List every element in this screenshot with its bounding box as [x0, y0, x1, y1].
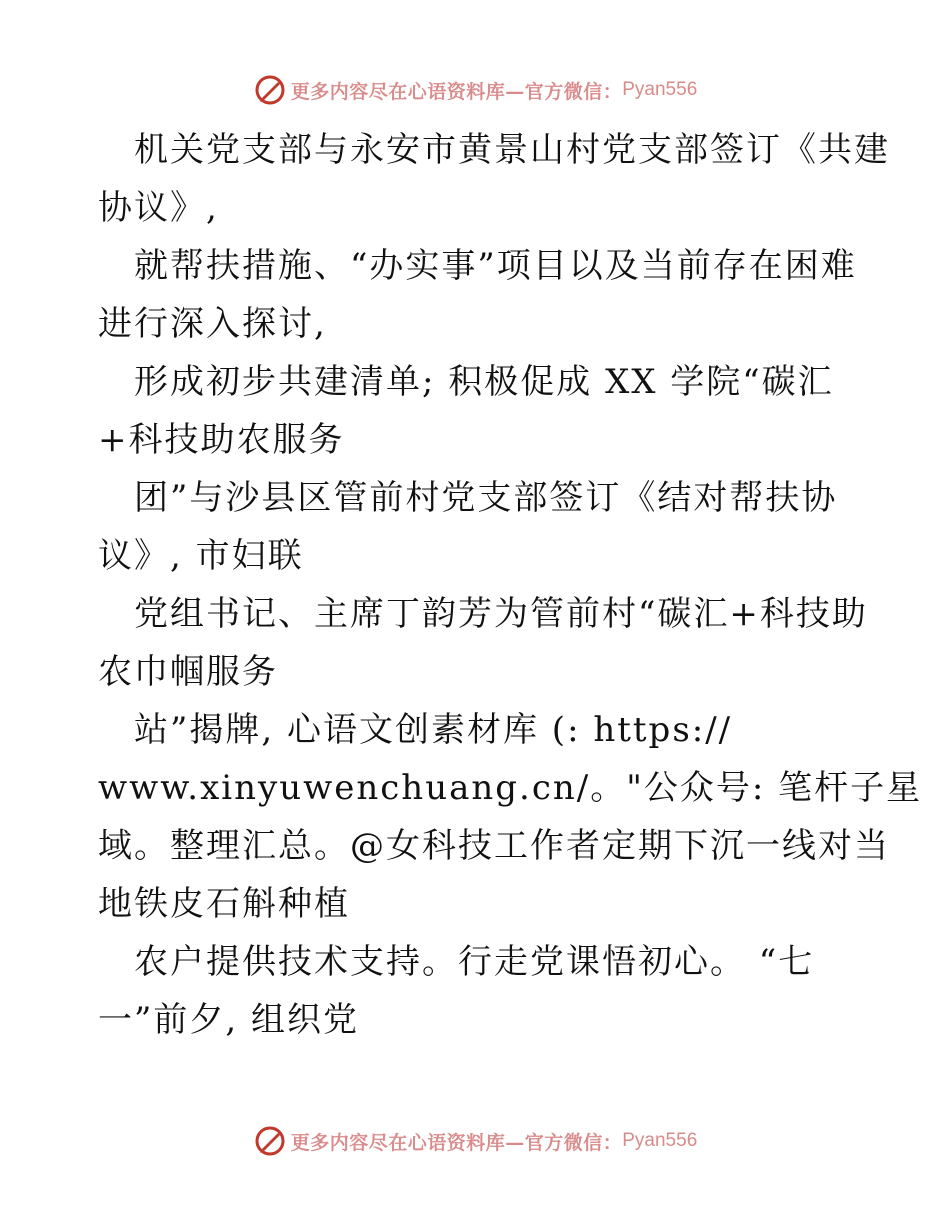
- text-line: www.xinyuwenchuang.cn/。"公众号: 笔杆子星: [98, 768, 923, 808]
- pen-logo-icon: [253, 1124, 287, 1158]
- watermark-handle: Pyan556: [622, 79, 698, 100]
- text-line: 农户提供技术支持。行走党课悟初心。 “七: [134, 942, 815, 982]
- paragraph: [98, 121, 890, 237]
- text-line: 农巾帼服务: [98, 652, 278, 692]
- paragraph: [98, 353, 868, 469]
- text-line: 地铁皮石斛种植: [98, 884, 350, 924]
- header-watermark: [0, 70, 950, 110]
- text-line: 团”与沙县区管前村党支部签订《结对帮扶协: [134, 478, 838, 518]
- paragraph: [98, 469, 868, 585]
- text-line: 就帮扶措施、“办实事”项目以及当前存在困难: [134, 246, 857, 286]
- pen-logo-icon: [253, 73, 287, 107]
- text-line: 党组书记、主席丁韵芳为管前村“碳汇+科技助: [134, 594, 868, 634]
- text-line: +科技助农服务: [98, 420, 345, 460]
- paragraph: [98, 237, 868, 353]
- paragraph: [98, 585, 868, 701]
- text-line: 域。整理汇总。@女科技工作者定期下沉一线对当: [98, 826, 890, 866]
- text-line: 一”前夕, 组织党: [98, 1000, 359, 1040]
- text-line: 议》, 市妇联: [98, 536, 304, 576]
- text-line: 机关党支部与永安市黄景山村党支部签订《共建: [134, 130, 890, 170]
- watermark-handle: Pyan556: [622, 1130, 698, 1151]
- text-line: 形成初步共建清单; 积极促成 XX 学院“碳汇: [134, 362, 834, 402]
- footer-watermark: [0, 1121, 950, 1161]
- text-line: 进行深入探讨,: [98, 304, 327, 344]
- paragraph: [98, 933, 868, 1049]
- document-body: [98, 121, 923, 1049]
- paragraph: [98, 701, 923, 933]
- text-line: 站”揭牌, 心语文创素材库 (: https://: [134, 710, 733, 750]
- watermark-text: 更多内容尽在心语资料库—官方微信：: [290, 1131, 623, 1154]
- text-line: 协议》,: [98, 188, 219, 228]
- watermark-text: 更多内容尽在心语资料库—官方微信：: [290, 80, 623, 103]
